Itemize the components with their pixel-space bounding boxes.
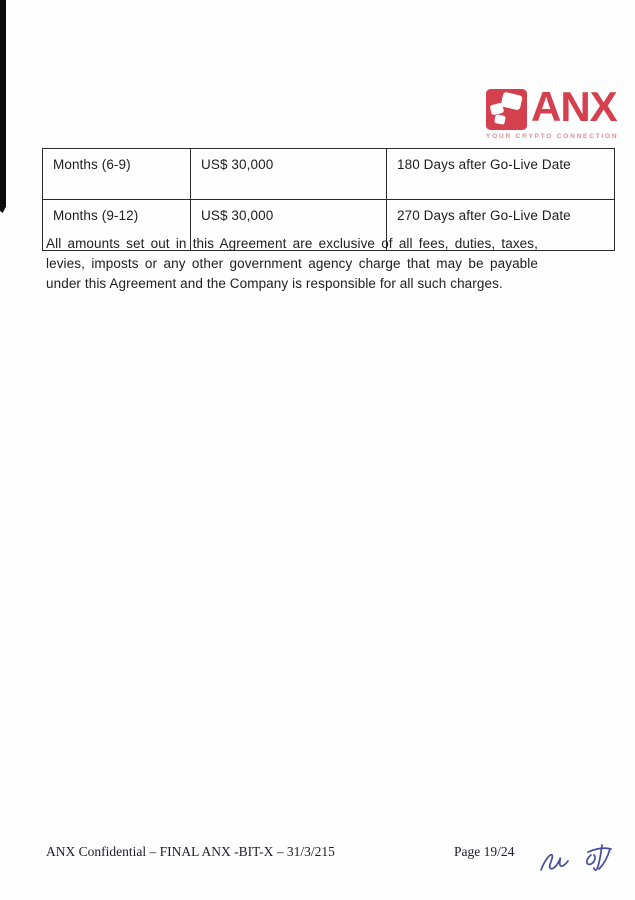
cell-amount: US$ 30,000 <box>191 149 387 200</box>
anx-tiles-icon <box>486 89 527 130</box>
cell-due-date: 180 Days after Go-Live Date <box>387 149 615 200</box>
cell-due-date: 270 Days after Go-Live Date <box>387 200 615 251</box>
cell-period: Months (6-9) <box>43 149 191 200</box>
anx-logo <box>486 83 626 140</box>
cell-amount: US$ 30,000 <box>191 200 387 251</box>
logo-row <box>486 83 626 130</box>
logo-wordmark: ANX <box>531 83 617 130</box>
footer-confidential-label: ANX Confidential – FINAL ANX -BIT-X – 31/3/215 <box>46 844 335 859</box>
footer-page-number: Page 19/24 <box>454 844 515 859</box>
scan-artifact-left-edge <box>0 0 6 213</box>
logo-tagline: YOUR CRYPTO CONNECTION <box>486 133 619 140</box>
table-row <box>43 149 615 200</box>
body-paragraph: All amounts set out in this Agreement are exclusive of all fees, duties, taxes, levies, imposts or any other government agency charge that may be payable under this Agreement and the Company is responsible for all such charges. <box>46 236 538 291</box>
cell-period: Months (9-12) <box>43 200 191 251</box>
handwritten-initials <box>538 838 630 888</box>
